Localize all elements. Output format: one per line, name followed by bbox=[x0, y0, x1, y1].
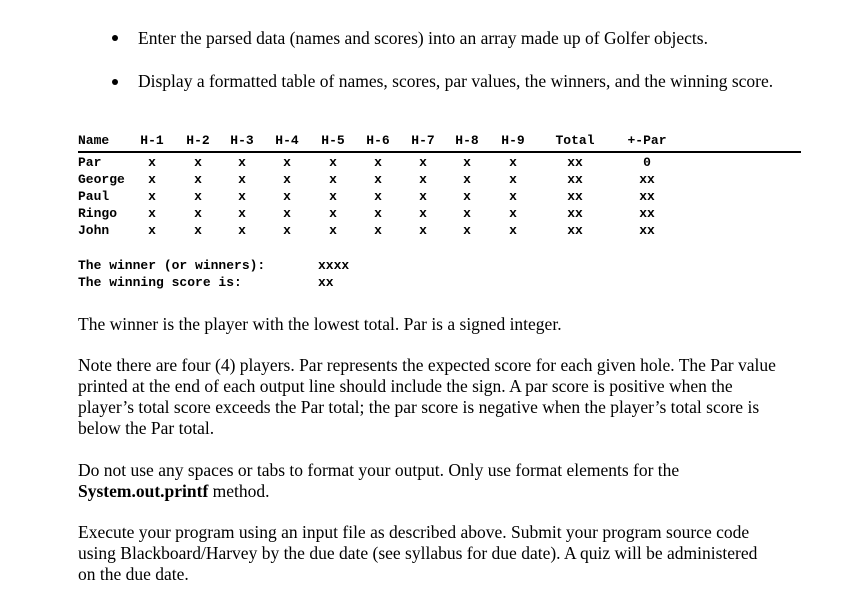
table-cell: x bbox=[283, 223, 291, 238]
winner-value: xxxx bbox=[318, 258, 350, 273]
row-name: Paul bbox=[78, 189, 110, 204]
table-cell: x bbox=[509, 189, 517, 204]
table-cell: x bbox=[463, 172, 471, 187]
table-cell: x bbox=[509, 206, 517, 221]
table-cell: x bbox=[374, 223, 382, 238]
table-cell: x bbox=[329, 172, 337, 187]
table-cell: xx bbox=[639, 172, 655, 187]
table-cell: 0 bbox=[643, 155, 651, 170]
table-cell: x bbox=[283, 155, 291, 170]
column-header: Total bbox=[555, 133, 595, 148]
column-header: H-6 bbox=[366, 133, 390, 148]
table-cell: x bbox=[238, 206, 246, 221]
table-cell: x bbox=[463, 189, 471, 204]
table-cell: x bbox=[419, 189, 427, 204]
paragraph bbox=[78, 460, 778, 502]
table-cell: x bbox=[509, 223, 517, 238]
table-cell: xx bbox=[567, 206, 583, 221]
table-cell: x bbox=[283, 189, 291, 204]
table-cell: xx bbox=[567, 172, 583, 187]
column-header: H-1 bbox=[140, 133, 164, 148]
table-cell: x bbox=[419, 223, 427, 238]
paragraph: Note there are four (4) players. Par represents the expected score for each given hole. The Par value printed at the end of each output line should include the sign. A par score is positive when the player’s total score exceeds the Par total; the par score is negative when the player’s total score is below the Par total. bbox=[78, 355, 776, 438]
table-cell: x bbox=[238, 189, 246, 204]
table-cell: x bbox=[283, 206, 291, 221]
row-name: John bbox=[78, 223, 110, 238]
table-cell: x bbox=[509, 172, 517, 187]
table-cell: x bbox=[419, 206, 427, 221]
table-cell: x bbox=[329, 189, 337, 204]
table-cell: x bbox=[194, 206, 202, 221]
row-name: Ringo bbox=[78, 206, 118, 221]
table-cell: x bbox=[509, 155, 517, 170]
table-cell: x bbox=[148, 206, 156, 221]
row-name: George bbox=[78, 172, 125, 187]
bullet-icon bbox=[112, 35, 118, 41]
table-cell: x bbox=[463, 223, 471, 238]
table-cell: x bbox=[329, 206, 337, 221]
bullet-icon bbox=[112, 79, 118, 85]
table-cell: x bbox=[194, 223, 202, 238]
column-header: H-3 bbox=[230, 133, 254, 148]
paragraph-text: Do not use any spaces or tabs to format your output. Only use format elements for the bbox=[78, 460, 680, 480]
table-cell: x bbox=[194, 155, 202, 170]
table-cell: x bbox=[238, 155, 246, 170]
table-cell: x bbox=[148, 155, 156, 170]
table-cell: xx bbox=[639, 206, 655, 221]
table-cell: x bbox=[194, 189, 202, 204]
column-header: H-8 bbox=[455, 133, 479, 148]
table-cell: x bbox=[238, 223, 246, 238]
bullet-item: Display a formatted table of names, scores, par values, the winners, and the winning score. bbox=[138, 71, 774, 91]
column-header: H-4 bbox=[275, 133, 299, 148]
table-cell: x bbox=[238, 172, 246, 187]
table-cell: x bbox=[374, 189, 382, 204]
table-cell: xx bbox=[639, 223, 655, 238]
winner-label: The winner (or winners): bbox=[78, 258, 266, 273]
table-cell: x bbox=[329, 155, 337, 170]
table-cell: xx bbox=[567, 189, 583, 204]
table-cell: x bbox=[419, 172, 427, 187]
table-cell: xx bbox=[567, 155, 583, 170]
column-header: H-7 bbox=[411, 133, 435, 148]
column-header: H-2 bbox=[186, 133, 210, 148]
table-cell: x bbox=[419, 155, 427, 170]
column-header: +-Par bbox=[627, 133, 667, 148]
code-reference: System.out.printf bbox=[78, 481, 209, 501]
table-cell: x bbox=[148, 189, 156, 204]
column-header: H-5 bbox=[321, 133, 345, 148]
header-rule bbox=[78, 151, 801, 153]
paragraph: The winner is the player with the lowest total. Par is a signed integer. bbox=[78, 314, 562, 334]
table-cell: x bbox=[374, 155, 382, 170]
table-cell: x bbox=[329, 223, 337, 238]
table-cell: x bbox=[463, 206, 471, 221]
table-cell: x bbox=[374, 172, 382, 187]
paragraph: Execute your program using an input file as described above. Submit your program source code using Blackboard/Harvey by the due date (see syllabus for due date). A quiz will be administered on the due date. bbox=[78, 522, 758, 584]
winning-score-value: xx bbox=[318, 275, 334, 290]
winning-score-label: The winning score is: bbox=[78, 275, 242, 290]
table-cell: x bbox=[374, 206, 382, 221]
bullet-item: Enter the parsed data (names and scores) into an array made up of Golfer objects. bbox=[138, 28, 708, 48]
table-cell: x bbox=[148, 172, 156, 187]
table-cell: x bbox=[148, 223, 156, 238]
row-name: Par bbox=[78, 155, 102, 170]
table-cell: x bbox=[463, 155, 471, 170]
column-header: Name bbox=[78, 133, 110, 148]
table-cell: x bbox=[283, 172, 291, 187]
table-cell: xx bbox=[567, 223, 583, 238]
paragraph-text: method. bbox=[208, 481, 270, 501]
table-cell: x bbox=[194, 172, 202, 187]
column-header: H-9 bbox=[501, 133, 525, 148]
table-cell: xx bbox=[639, 189, 655, 204]
